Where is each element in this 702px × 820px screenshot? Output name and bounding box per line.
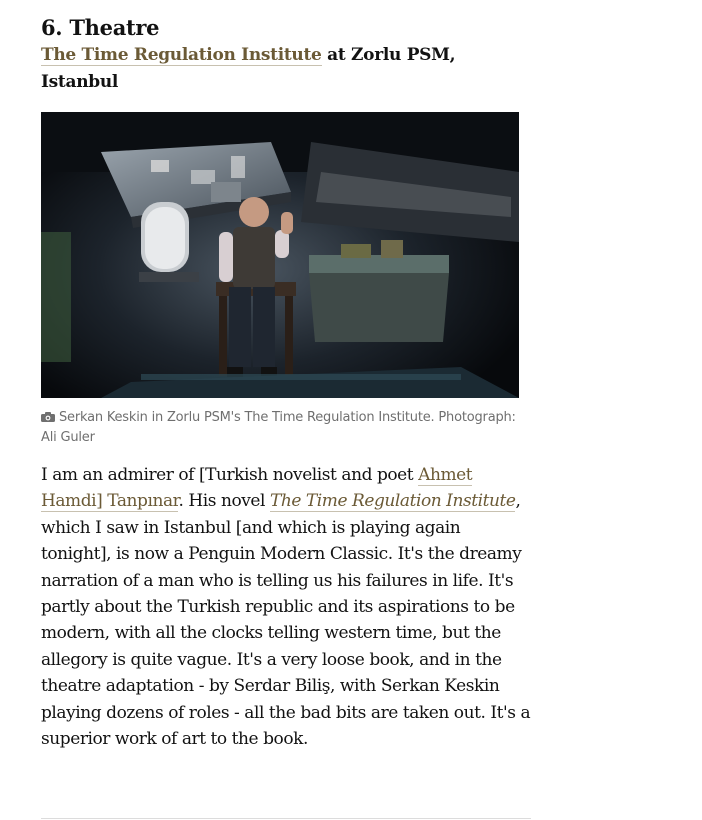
- photo-caption: [41, 408, 531, 448]
- body-text-3: , which I saw in Istanbul [and which is playing again tonight], is now a Penguin Modern Classic. It's the dreamy narration of a man who is telling us his failures in life. It's partly about the Turkish republic and its aspirations to be modern, with all the clocks telling western time, but the allegory is quite vague. It's a very loose book, and in the theatre adaptation - by Serdar Biliş, with Serkan Keskin playing dozens of roles - all the bad bits are taken out. It's a superior work of art to the book.: [41, 491, 531, 750]
- venue-text: at Zorlu PSM, Istanbul: [41, 45, 456, 92]
- body-paragraph: [41, 462, 531, 752]
- show-subheading: [41, 42, 531, 96]
- body-text-2: . His novel: [178, 491, 270, 512]
- caption-text: Serkan Keskin in Zorlu PSM's The Time Regulation Institute. Photograph: Ali Guler: [41, 410, 516, 445]
- theatre-photo: [41, 112, 519, 398]
- bottom-divider: [41, 818, 531, 819]
- show-link[interactable]: The Time Regulation Institute: [41, 45, 322, 65]
- novel-title: The Time Regulation Institute: [269, 491, 516, 512]
- camera-icon: [41, 412, 55, 422]
- body-text-1: I am an admirer of [Turkish novelist and poet: [41, 465, 419, 485]
- novel-link[interactable]: [270, 491, 516, 512]
- author-link[interactable]: Ahmet Hamdi] Tanpınar: [41, 465, 473, 512]
- section-heading: 6. Theatre: [41, 15, 160, 40]
- stage-illustration: [41, 112, 519, 398]
- article: [41, 14, 531, 752]
